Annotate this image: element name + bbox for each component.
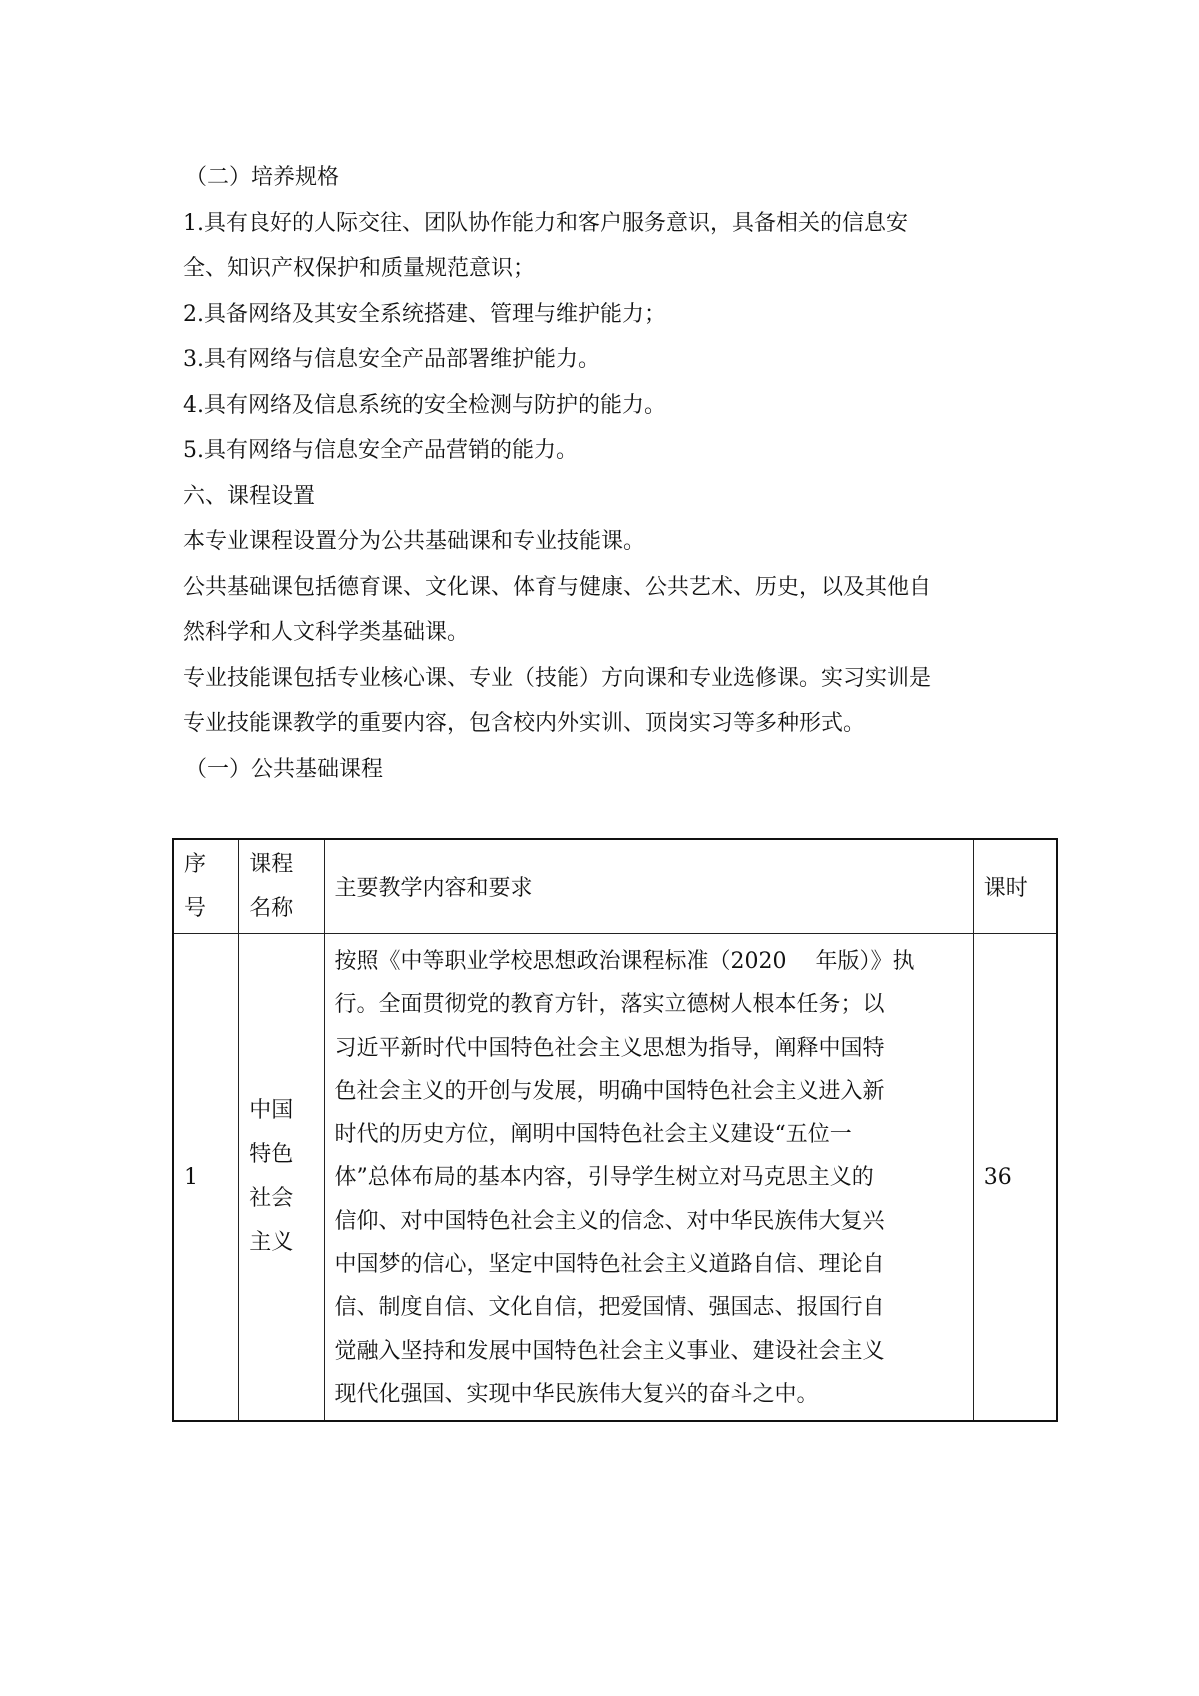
cell-name (239, 934, 324, 1422)
header-cell-hours: 课时 (973, 839, 1057, 934)
paragraph-line: 专业技能课包括专业核心课、专业（技能）方向课和专业选修课。实习实训是 (183, 665, 932, 691)
header-text: 号 (184, 895, 207, 921)
paragraph-line: 全、知识产权保护和质量规范意识； (183, 256, 536, 281)
table-header-row (173, 839, 1057, 934)
content-line: 按照《中等职业学校思想政治课程标准（2020 年版）》执 (334, 949, 915, 974)
content-line: 觉融入坚持和发展中国特色社会主义事业、建设社会主义 (334, 1338, 885, 1364)
content-line: 信、制度自信、文化自信，把爱国情、强国志、报国行自 (334, 1295, 885, 1321)
cell-name-line: 中国 (249, 1098, 294, 1124)
paragraph-line: 1.具有良好的人际交往、团队协作能力和客户服务意识，具备相关的信息安 (183, 210, 908, 236)
cell-no: 1 (173, 934, 239, 1422)
cell-name-line: 特色 (249, 1142, 294, 1168)
content-line: 现代化强国、实现中华民族伟大复兴的奋斗之中。 (334, 1381, 819, 1407)
content-line: 习近平新时代中国特色社会主义思想为指导，阐释中国特 (334, 1035, 885, 1061)
table-row (173, 934, 1057, 1422)
content-line: 时代的历史方位，阐明中国特色社会主义建设“五位一 (334, 1122, 852, 1148)
body-text (183, 155, 1013, 792)
content-line: 信仰、对中国特色社会主义的信念、对中华民族伟大复兴 (334, 1208, 885, 1234)
content-line: 中国梦的信心，坚定中国特色社会主义道路自信、理论自 (334, 1252, 885, 1278)
cell-name-line: 社会 (249, 1186, 294, 1212)
header-text: 名称 (249, 895, 294, 921)
paragraph-line: 4.具有网络及信息系统的安全检测与防护的能力。 (183, 392, 666, 418)
paragraph-line: 本专业课程设置分为公共基础课和专业技能课。 (183, 529, 646, 554)
section-heading-public-courses: （一）公共基础课程 (185, 756, 384, 782)
paragraph-line: 公共基础课包括德育课、文化课、体育与健康、公共艺术、历史，以及其他自 (183, 574, 932, 600)
paragraph-line: 专业技能课教学的重要内容，包含校内外实训、顶岗实习等多种形式。 (183, 711, 866, 736)
content-line: 体”总体布局的基本内容，引导学生树立对马克思主义的 (334, 1165, 874, 1191)
header-text: 序 (184, 851, 207, 877)
header-cell-no (173, 839, 239, 934)
paragraph-line: 5.具有网络与信息安全产品营销的能力。 (183, 438, 578, 463)
content-line: 色社会主义的开创与发展，明确中国特色社会主义进入新 (334, 1078, 885, 1104)
cell-content (324, 934, 973, 1422)
paragraph-line: 2.具备网络及其安全系统搭建、管理与维护能力； (183, 301, 666, 327)
paragraph-line: 然科学和人文科学类基础课。 (183, 620, 470, 645)
paragraph-line: 3.具有网络与信息安全产品部署维护能力。 (183, 347, 600, 372)
header-cell-name (239, 839, 324, 934)
cell-name-line: 主义 (249, 1230, 294, 1256)
course-table (172, 838, 1058, 1422)
cell-hours: 36 (973, 934, 1057, 1422)
section-heading-training-spec: （二）培养规格 (185, 165, 340, 190)
header-cell-content: 主要教学内容和要求 (324, 839, 973, 934)
section-heading-course-setup: 六、课程设置 (183, 483, 316, 509)
header-text: 课程 (249, 851, 294, 877)
content-line: 行。全面贯彻党的教育方针，落实立德树人根本任务；以 (334, 992, 885, 1018)
